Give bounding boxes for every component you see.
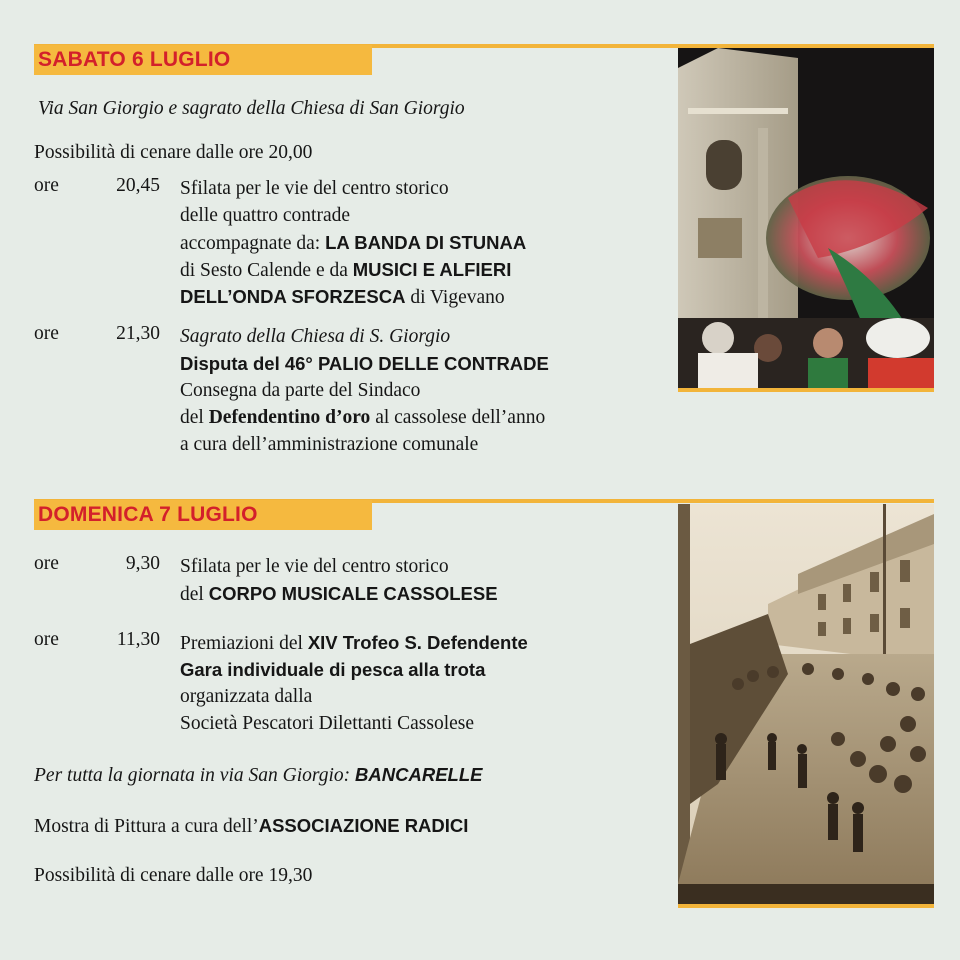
day2-event1-line2 — [180, 580, 498, 608]
day2-event1-ore: ore — [34, 553, 59, 574]
day1-event1-ore: ore — [34, 175, 59, 196]
associazione-radici: ASSOCIAZIONE RADICI — [258, 815, 469, 836]
day1-event2-line4 — [180, 404, 545, 431]
day2-dinner: Possibilità di cenare dalle ore 19,30 — [34, 865, 313, 886]
day1-header: SABATO 6 LUGLIO — [38, 48, 231, 71]
day2-event2-ore: ore — [34, 629, 59, 650]
day2-event2-line3: organizzata dalla — [180, 686, 313, 707]
day1-event2-line2: Disputa del 46° PALIO DELLE CONTRADE — [180, 353, 549, 374]
day2-header: DOMENICA 7 LUGLIO — [38, 503, 258, 526]
day1-event2-line5: a cura dell’amministrazione comunale — [180, 434, 479, 455]
day1-event1-line4 — [180, 256, 511, 284]
day2-header-tab — [34, 500, 372, 530]
trofeo: XIV Trofeo S. Defendente — [307, 632, 528, 653]
day1-event1-line2: delle quattro contrade — [180, 205, 351, 226]
text: Premiazioni del — [180, 633, 308, 654]
day2-event2-line2: Gara individuale di pesca alla trota — [180, 659, 486, 680]
day1-dinner: Possibilità di cenare dalle ore 20,00 — [34, 142, 313, 163]
day1-event1-line3 — [180, 229, 526, 257]
text: al cassolese dell’anno — [370, 407, 546, 428]
day1-event2-line3: Consegna da parte del Sindaco — [180, 380, 421, 401]
corpo-musicale: CORPO MUSICALE CASSOLESE — [208, 583, 498, 604]
bancarelle: BANCARELLE — [355, 764, 483, 785]
onda-sforzesca: DELL’ONDA SFORZESCA — [180, 286, 406, 307]
text: del — [180, 584, 209, 605]
day2-note-bancarelle — [34, 761, 482, 789]
text: di Vigevano — [405, 287, 505, 308]
day1-event1-line1: Sfilata per le vie del centro storico — [180, 178, 449, 199]
banda-stunaa: LA BANDA DI STUNAA — [325, 232, 527, 253]
day2-event2-line1 — [180, 629, 528, 657]
day2-note-mostra — [34, 812, 468, 840]
day1-event1-line5 — [180, 283, 505, 311]
church-night-photo — [678, 48, 934, 392]
defendentino: Defendentino d’oro — [208, 407, 371, 428]
day1-event2-time: 21,30 — [116, 323, 160, 344]
text: Per tutta la giornata in via San Giorgio: — [34, 765, 356, 786]
historic-parade-photo — [678, 504, 934, 908]
day2-event2-time: 11,30 — [116, 629, 160, 650]
day1-event2-line1: Sagrato della Chiesa di S. Giorgio — [180, 326, 451, 347]
day2-event1-line1: Sfilata per le vie del centro storico — [180, 556, 449, 577]
day2-event1-time: 9,30 — [125, 553, 160, 574]
text: Mostra di Pittura a cura dell’ — [34, 816, 259, 837]
day1-event1-time: 20,45 — [116, 175, 160, 196]
text: del — [180, 407, 209, 428]
historic-parade-image — [678, 504, 934, 908]
day2-event2-line4: Società Pescatori Dilettanti Cassolese — [180, 713, 475, 734]
church-night-image — [678, 48, 934, 392]
text: di Sesto Calende e da — [180, 260, 353, 281]
day1-event2-ore: ore — [34, 323, 59, 344]
day1-header-tab — [34, 45, 372, 75]
day1-location: Via San Giorgio e sagrato della Chiesa di San Giorgio — [38, 98, 465, 119]
text: accompagnate da: — [180, 233, 326, 254]
musici-alfieri: MUSICI E ALFIERI — [352, 259, 512, 280]
